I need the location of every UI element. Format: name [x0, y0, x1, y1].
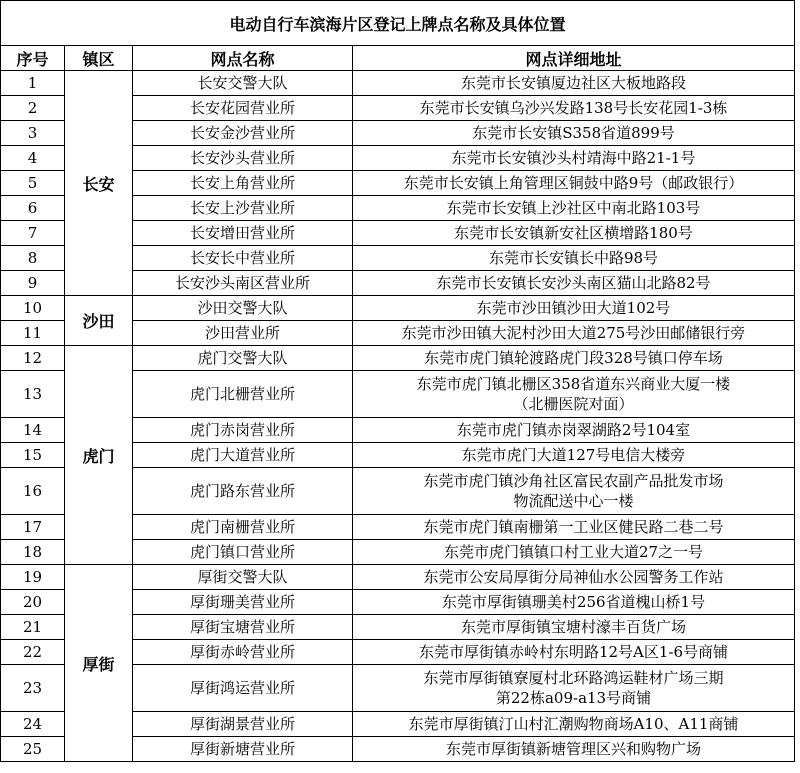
- table-body: [1, 71, 795, 762]
- outlet-address: 东莞市沙田镇沙田大道102号: [353, 296, 795, 321]
- row-seq: 16: [1, 468, 65, 515]
- outlet-name: 虎门南栅营业所: [133, 515, 353, 540]
- row-seq: 24: [1, 712, 65, 737]
- row-seq: 17: [1, 515, 65, 540]
- table-row: [1, 71, 795, 96]
- outlet-address: 东莞市厚街镇汀山村汇潮购物商场A10、A11商铺: [353, 712, 795, 737]
- town-cell: 厚街: [65, 565, 133, 762]
- outlet-address: 东莞市厚街镇新塘管理区兴和购物广场: [353, 737, 795, 762]
- outlet-name: 厚街湖景营业所: [133, 712, 353, 737]
- outlet-name: 长安长中营业所: [133, 246, 353, 271]
- row-seq: 4: [1, 146, 65, 171]
- outlet-address: 东莞市长安镇沙头村靖海中路21-1号: [353, 146, 795, 171]
- outlet-name: 长安金沙营业所: [133, 121, 353, 146]
- outlet-address: 东莞市虎门镇赤岗翠湖路2号104室: [353, 418, 795, 443]
- outlet-name: 厚街鸿运营业所: [133, 665, 353, 712]
- outlet-address: 东莞市厚街镇珊美村256省道槐山桥1号: [353, 590, 795, 615]
- row-seq: 8: [1, 246, 65, 271]
- row-seq: 7: [1, 221, 65, 246]
- outlet-address: 东莞市虎门镇轮渡路虎门段328号镇口停车场: [353, 346, 795, 371]
- outlet-address: 东莞市虎门镇镇口村工业大道27之一号: [353, 540, 795, 565]
- outlet-name: 厚街赤岭营业所: [133, 640, 353, 665]
- header-seq: 序号: [1, 46, 65, 71]
- outlet-address: 东莞市长安镇厦边社区大板地路段: [353, 71, 795, 96]
- outlet-address: 东莞市长安镇长安沙头南区猫山北路82号: [353, 271, 795, 296]
- header-address: 网点详细地址: [353, 46, 795, 71]
- row-seq: 9: [1, 271, 65, 296]
- outlet-address: 东莞市长安镇长中路98号: [353, 246, 795, 271]
- outlet-address: 东莞市虎门大道127号电信大楼旁: [353, 443, 795, 468]
- town-cell: 沙田: [65, 296, 133, 346]
- address-line: 东莞市虎门镇沙角社区富民农副产品批发市场: [423, 472, 724, 490]
- row-seq: 15: [1, 443, 65, 468]
- outlet-name: 长安交警大队: [133, 71, 353, 96]
- outlet-name: 厚街交警大队: [133, 565, 353, 590]
- table-row: [1, 346, 795, 371]
- outlet-name: 厚街新塘营业所: [133, 737, 353, 762]
- row-seq: 20: [1, 590, 65, 615]
- outlet-address: [353, 468, 795, 515]
- outlet-address: [353, 665, 795, 712]
- row-seq: 25: [1, 737, 65, 762]
- outlet-name: 沙田营业所: [133, 321, 353, 346]
- outlet-name: 虎门大道营业所: [133, 443, 353, 468]
- outlet-name: 长安沙头营业所: [133, 146, 353, 171]
- row-seq: 6: [1, 196, 65, 221]
- table-row: [1, 565, 795, 590]
- row-seq: 22: [1, 640, 65, 665]
- row-seq: 10: [1, 296, 65, 321]
- town-cell: 虎门: [65, 346, 133, 565]
- row-seq: 11: [1, 321, 65, 346]
- outlet-address: 东莞市长安镇S358省道899号: [353, 121, 795, 146]
- outlet-name: 虎门路东营业所: [133, 468, 353, 515]
- address-line: 第22栋a09-a13号商铺: [495, 689, 652, 707]
- row-seq: 13: [1, 371, 65, 418]
- row-seq: 5: [1, 171, 65, 196]
- row-seq: 18: [1, 540, 65, 565]
- outlet-name: 长安上沙营业所: [133, 196, 353, 221]
- outlet-address: 东莞市长安镇乌沙兴发路138号长安花园1-3栋: [353, 96, 795, 121]
- town-cell: 长安: [65, 71, 133, 296]
- row-seq: 21: [1, 615, 65, 640]
- outlet-address: 东莞市厚街镇赤岭村东明路12号A区1-6号商铺: [353, 640, 795, 665]
- outlet-address: [353, 371, 795, 418]
- outlet-address: 东莞市公安局厚街分局神仙水公园警务工作站: [353, 565, 795, 590]
- row-seq: 14: [1, 418, 65, 443]
- address-line: 东莞市虎门镇北栅区358省道东兴商业大厦一楼: [416, 375, 731, 393]
- outlet-name: 虎门交警大队: [133, 346, 353, 371]
- outlet-address: 东莞市厚街镇宝塘村濠丰百货广场: [353, 615, 795, 640]
- outlet-address: 东莞市虎门镇南栅第一工业区健民路二巷二号: [353, 515, 795, 540]
- table-row: [1, 296, 795, 321]
- row-seq: 12: [1, 346, 65, 371]
- outlet-name: 沙田交警大队: [133, 296, 353, 321]
- outlet-name: 长安沙头南区营业所: [133, 271, 353, 296]
- outlet-name: 厚街宝塘营业所: [133, 615, 353, 640]
- outlet-name: 虎门北栅营业所: [133, 371, 353, 418]
- outlet-name: 长安增田营业所: [133, 221, 353, 246]
- row-seq: 1: [1, 71, 65, 96]
- header-name: 网点名称: [133, 46, 353, 71]
- outlet-name: 厚街珊美营业所: [133, 590, 353, 615]
- outlet-name: 虎门赤岗营业所: [133, 418, 353, 443]
- address-line: 东莞市厚街镇寮厦村北环路鸿运鞋材广场三期: [423, 669, 724, 687]
- address-line: （北栅医院对面）: [513, 395, 634, 413]
- outlet-name: 长安上角营业所: [133, 171, 353, 196]
- outlet-address: 东莞市长安镇上角管理区铜鼓中路9号（邮政银行）: [353, 171, 795, 196]
- row-seq: 2: [1, 96, 65, 121]
- row-seq: 3: [1, 121, 65, 146]
- header-town: 镇区: [65, 46, 133, 71]
- outlet-name: 长安花园营业所: [133, 96, 353, 121]
- outlet-address: 东莞市长安镇新安社区横增路180号: [353, 221, 795, 246]
- table-title: 电动自行车滨海片区登记上牌点名称及具体位置: [1, 1, 795, 46]
- address-line: 物流配送中心一楼: [513, 492, 634, 510]
- row-seq: 19: [1, 565, 65, 590]
- outlet-address: 东莞市长安镇上沙社区中南北路103号: [353, 196, 795, 221]
- row-seq: 23: [1, 665, 65, 712]
- outlet-name: 虎门镇口营业所: [133, 540, 353, 565]
- outlet-address: 东莞市沙田镇大泥村沙田大道275号沙田邮储银行旁: [353, 321, 795, 346]
